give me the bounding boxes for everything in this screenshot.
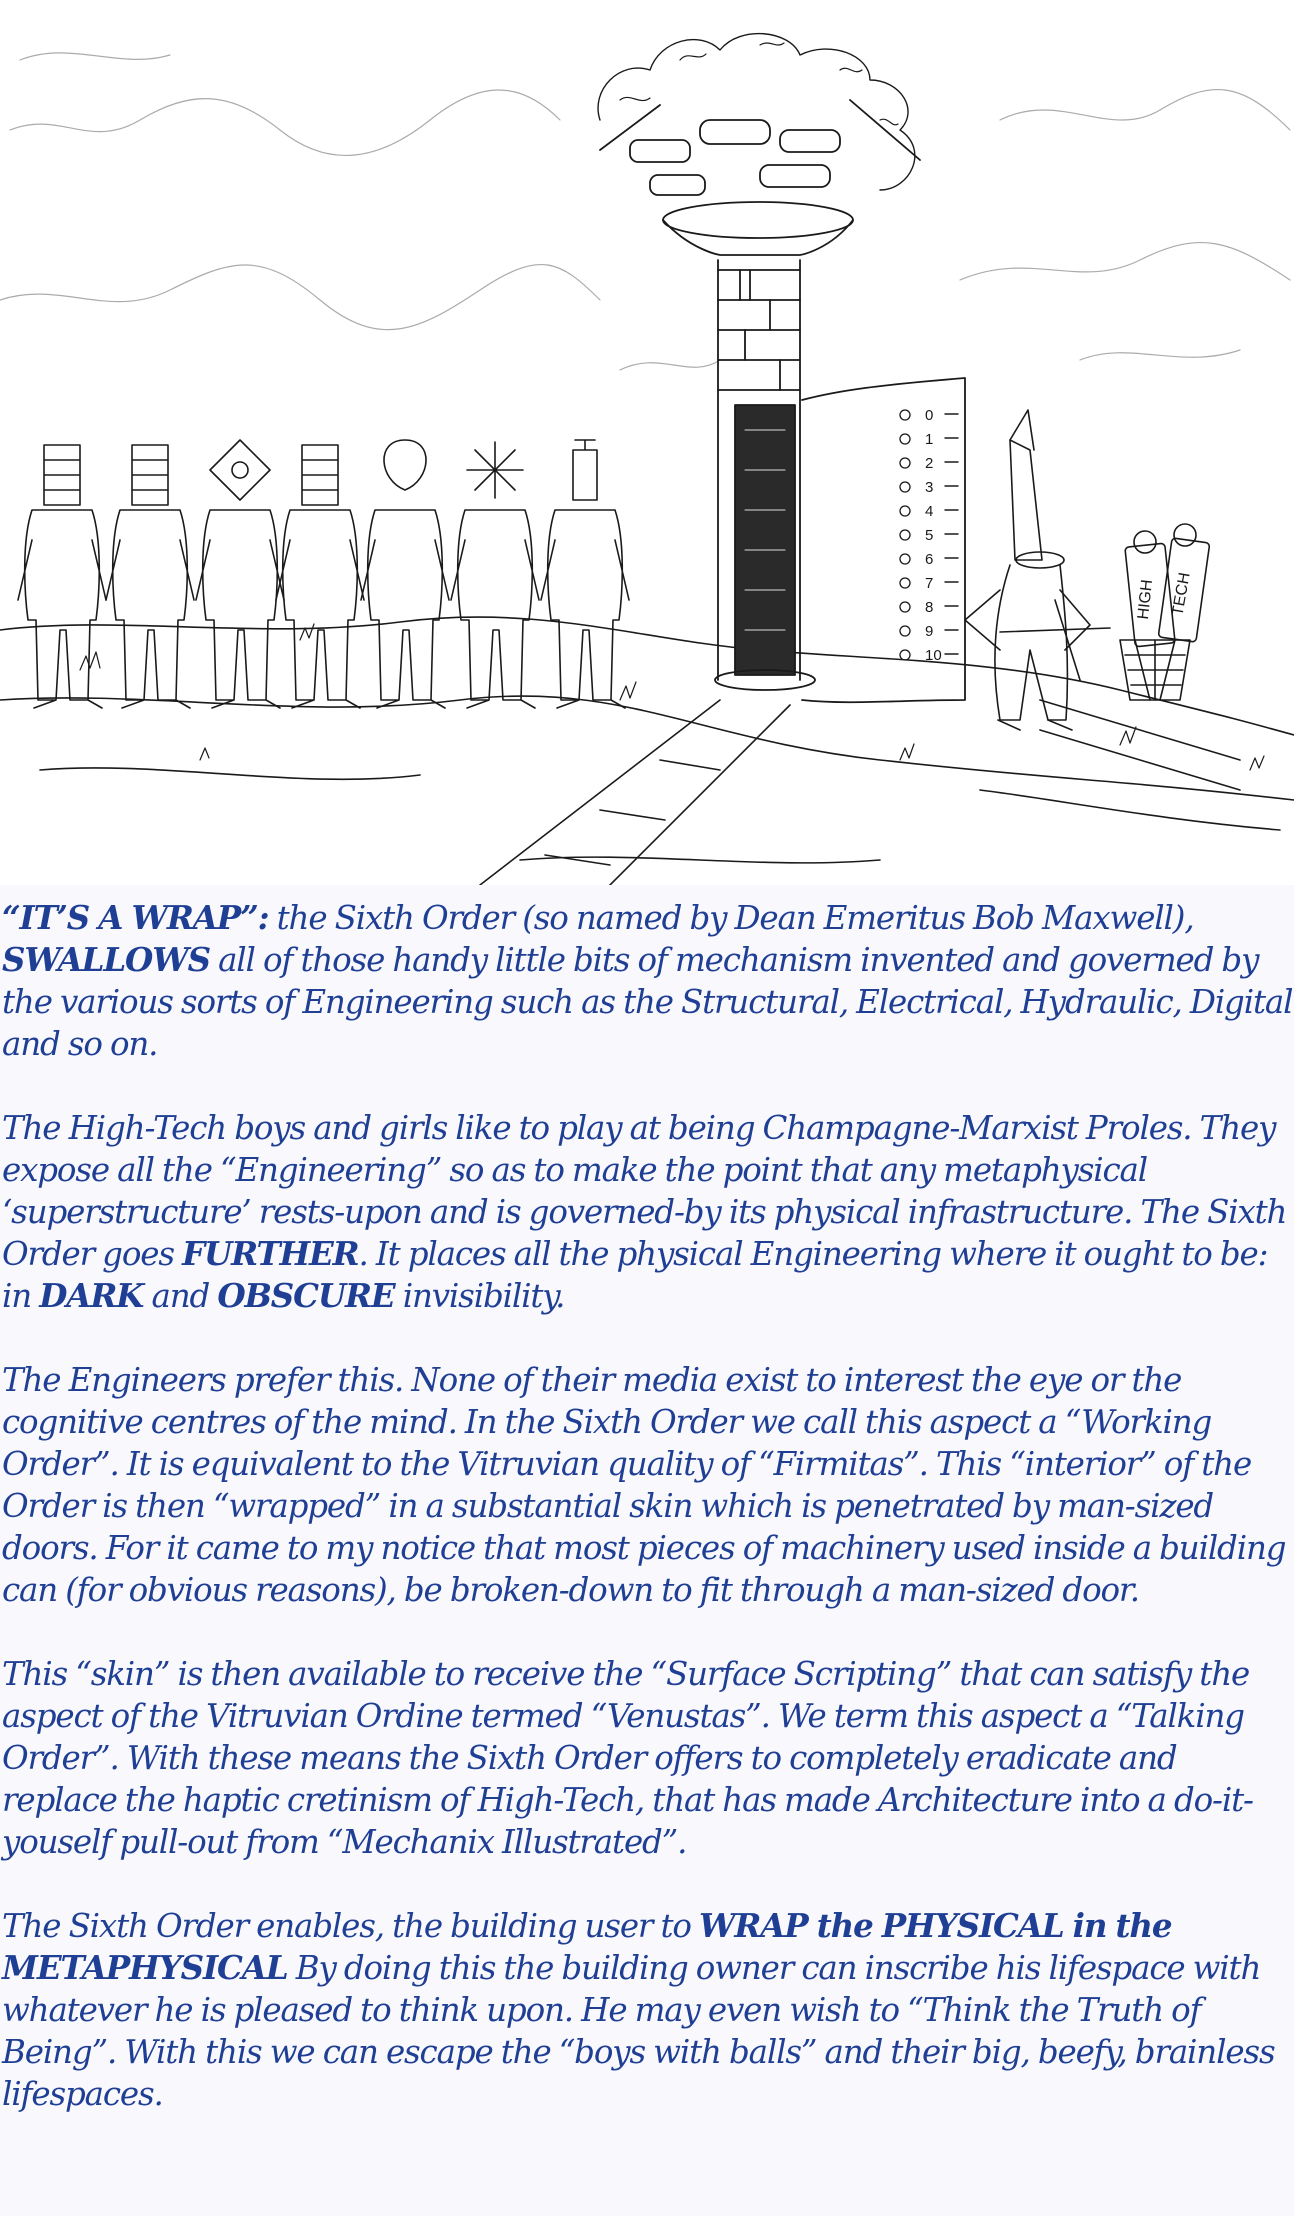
ruler-number: 5 <box>925 527 934 544</box>
ruler-symbol <box>900 554 910 564</box>
ink-drawing <box>0 0 1294 885</box>
ruler-symbol <box>900 578 910 588</box>
scroll-label-tech: TECH <box>1169 571 1194 618</box>
cable-head <box>302 445 338 505</box>
ruler-scale <box>900 407 958 664</box>
grass-tufts <box>80 624 1264 770</box>
figure-book <box>18 445 106 708</box>
figure-faucet <box>541 440 629 708</box>
fan-head <box>467 442 523 498</box>
ruler-number: 8 <box>925 599 934 616</box>
figures-group <box>18 440 629 708</box>
paragraph-5-text-a: The Sixth Order enables, the building user to <box>2 1907 699 1945</box>
figure-body <box>276 510 364 708</box>
ruler-symbol <box>900 410 910 420</box>
paragraph-2-text-b: . It places all the physical Engineering where it ought to be: in <box>2 1235 1268 1315</box>
ruler-symbol <box>900 434 910 444</box>
book-head <box>44 445 80 505</box>
figure-body <box>196 510 284 708</box>
paragraph-2-text-a: The High-Tech boys and girls like to play at being Champagne-Marxist Proles. They expose all the “Engineering” so as to make the point that any metaphysical ‘superstructure’ rests-upon and is governed-by its physical infrastructure. The Sixth Order goes <box>2 1109 1287 1273</box>
ruler-symbol <box>900 602 910 612</box>
figure-gear-box <box>196 440 284 708</box>
text-panel <box>0 885 1294 2216</box>
faucet-head <box>573 440 597 500</box>
ruler-symbol <box>900 482 910 492</box>
emphasis-dark: DARK <box>39 1276 144 1315</box>
ruler-number: 4 <box>925 503 934 520</box>
ruler-number: 2 <box>925 455 934 472</box>
paragraph-2-text-d: invisibility. <box>394 1277 565 1315</box>
figure-body <box>18 510 106 708</box>
paragraph-2-text-c: and <box>143 1277 218 1315</box>
paragraph-5 <box>2 1905 1294 2115</box>
ruler-number: 7 <box>925 575 934 592</box>
ruler-symbol <box>900 650 910 660</box>
figure-cable <box>276 445 364 708</box>
ruler-number: 0 <box>925 407 934 424</box>
figure-fan <box>451 442 539 708</box>
ruler-number: 6 <box>925 551 934 568</box>
ruler-symbol <box>900 626 910 636</box>
scroll-label-high: HIGH <box>1134 578 1157 621</box>
wastebasket <box>1120 524 1210 700</box>
sixth-order-illustration <box>0 0 1294 885</box>
emphasis-wrap-physical-metaphysical: WRAP the PHYSICAL in the METAPHYSICAL <box>2 1906 1172 1987</box>
paragraph-1 <box>2 897 1294 1065</box>
ruler-symbol <box>900 458 910 468</box>
ruler-symbol <box>900 506 910 516</box>
figure-lightbulb <box>361 440 449 708</box>
ground <box>0 617 1294 885</box>
ruler-number: 1 <box>925 431 934 448</box>
figure-body <box>106 510 194 708</box>
paragraph-5-text-b: By doing this the building owner can inscribe his lifespace with whatever he is pleased to think upon. He may even wish to “Think the Truth of Being”. With this we can escape the “boys with balls” and their big, beefy, brainless lifespaces. <box>2 1949 1275 2113</box>
paragraph-4-text: This “skin” is then available to receive the “Surface Scripting” that can satisfy the aspect of the Vitruvian Ordine termed “Venustas”. We term this aspect a “Talking Order”. With these means the Sixth Order offers to completely eradicate and replace the haptic cretinism of High-Tech, that has made Architecture into a do-it-youself pull-out from “Mechanix Illustrated”. <box>2 1655 1253 1861</box>
ruler-number: 10 <box>925 647 942 664</box>
lightbulb-head <box>384 440 426 490</box>
column <box>598 34 965 703</box>
paragraph-2 <box>2 1107 1294 1317</box>
paragraph-3-text: The Engineers prefer this. None of their media exist to interest the eye or the cognitive centres of the mind. In the Sixth Order we call this aspect a “Working Order”. It is equivalent to the Vitruvian quality of “Firmitas”. This “interior” of the Order is then “wrapped” in a substantial skin which is penetrated by man-sized doors. For it came to my notice that most pieces of machinery used inside a building can (for obvious reasons), be broken-down to fit through a man-sized door. <box>2 1361 1286 1609</box>
emphasis-swallows: SWALLOWS <box>2 940 210 979</box>
ruler-number: 3 <box>925 479 934 496</box>
figure-body <box>451 510 539 708</box>
paragraph-4 <box>2 1653 1294 1863</box>
figure-body <box>361 510 449 708</box>
emphasis-obscure: OBSCURE <box>217 1276 395 1315</box>
paragraph-3 <box>2 1359 1294 1611</box>
paragraph-1-text-a: the Sixth Order (so named by Dean Emeritus Bob Maxwell), <box>268 899 1194 937</box>
figure-body <box>541 510 629 708</box>
emphasis-its-a-wrap: “IT’S A WRAP”: <box>2 898 269 937</box>
emphasis-further: FURTHER <box>182 1234 359 1273</box>
gear-box-head <box>210 440 270 500</box>
paragraph-1-text-b: all of those handy little bits of mechanism invented and governed by the various sorts of Engineering such as the Structural, Electrical, Hydraulic, Digital and so on. <box>2 941 1293 1063</box>
ruler-symbol <box>900 530 910 540</box>
coil-head <box>132 445 168 505</box>
figure-coil <box>106 445 194 708</box>
ruler-number: 9 <box>925 623 934 640</box>
